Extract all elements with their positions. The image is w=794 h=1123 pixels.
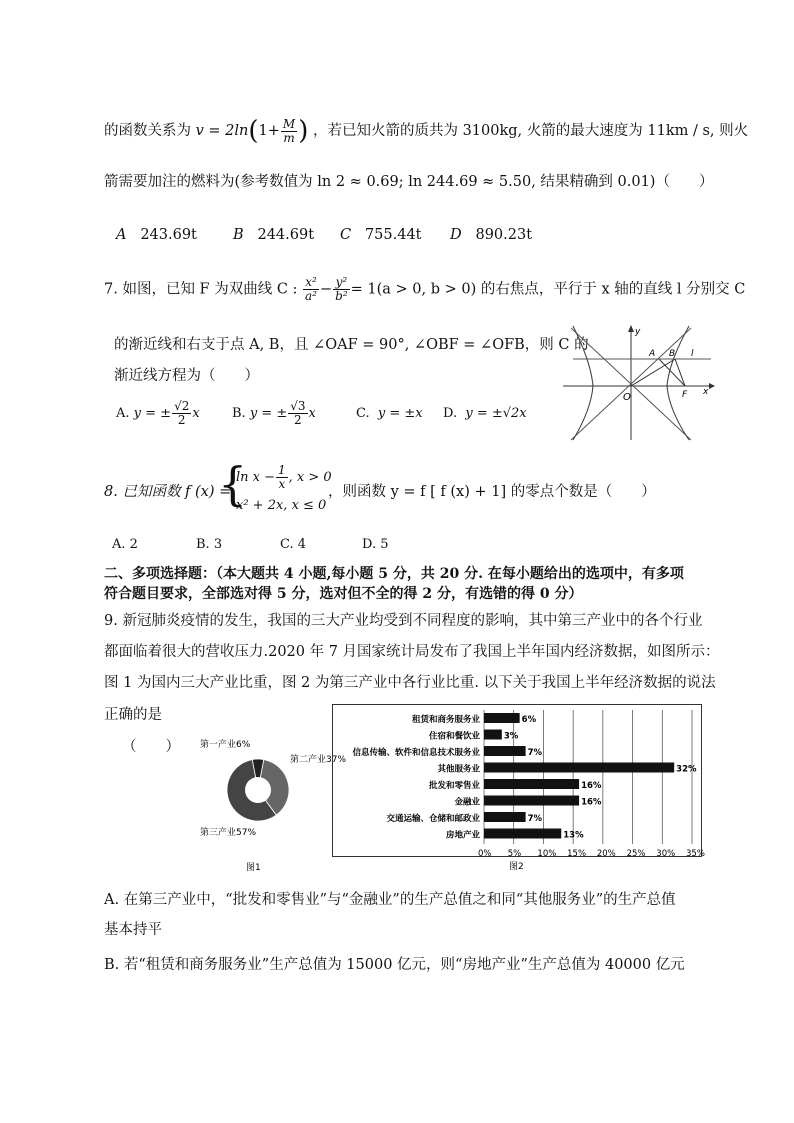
q8-line [104, 480, 231, 501]
q7-option-a [116, 400, 200, 427]
option-key: D. [443, 406, 458, 421]
q6-text: 的函数关系为 [104, 123, 191, 139]
category-label: 批发和零售业 [428, 781, 480, 791]
bar [484, 812, 526, 822]
q7-line1 [104, 276, 745, 303]
case1-a: ln x − [236, 470, 276, 485]
donut-label-1: 第二产业37% [290, 755, 347, 765]
option-text: 5 [380, 537, 389, 552]
xtick-label: 30% [656, 849, 676, 859]
q6-option-a [116, 227, 197, 243]
y-axis-arrow [628, 325, 634, 332]
case1-b: , x > 0 [288, 470, 332, 485]
bar [484, 763, 674, 773]
option-key: C. [356, 406, 370, 421]
q7-frac-y [333, 276, 350, 303]
q7-option-c [356, 406, 423, 421]
label-y: y [635, 327, 641, 337]
frac-den: 2 [294, 413, 302, 427]
q6-frac-den: m [283, 130, 295, 145]
label-o: O [623, 392, 631, 403]
q6-option-c [340, 227, 422, 243]
q9-option-a-line1: A. 在第三产业中，“批发和零售业”与“金融业”的生产总值之和同“其他服务业”的生产总值 [104, 892, 676, 908]
q7-frac-x [303, 276, 319, 303]
option-key: A [116, 227, 127, 243]
q6-line1: 的函数关系为 v = 2ln(1+ $\frac{M}{m}$ ) ，若已知火箭的质共为 3100kg, 火箭的最大速度为 11km / s, 则火 [104, 116, 749, 146]
q7-option-b [232, 400, 316, 427]
bar [484, 713, 520, 723]
x-axis-arrow [709, 383, 715, 389]
q9-option-b: B. 若“租赁和商务服务业”生产总值为 15000 亿元，则“房地产业”生产总值为 40000 亿元 [104, 957, 685, 973]
q7-minus: − [320, 281, 333, 298]
figure2-bar-chart [332, 704, 705, 876]
label-l: l [691, 349, 694, 359]
bar-value-label: 13% [563, 830, 584, 841]
section2-line1: 二、多项选择题：（本大题共 4 小题,每小题 5 分，共 20 分. 在每小题给出的选项中，有多项 [104, 566, 684, 582]
option-key: B. [196, 537, 210, 552]
option-post: x [192, 406, 200, 421]
q8-case2 [236, 498, 326, 513]
xtick-label: 10% [537, 849, 557, 859]
q6-frac [281, 118, 297, 145]
option-frac [288, 400, 307, 427]
q7-line3: 渐近线方程为（ ） [114, 368, 259, 384]
bar-value-label: 32% [676, 764, 697, 775]
label-a: A [649, 349, 656, 359]
q9-line1: 9. 新冠肺炎疫情的发生，我国的三大产业均受到不同程度的影响，其中第三产业中的各个行业 [104, 613, 703, 629]
category-label: 金融业 [454, 797, 480, 808]
q8-option-a [112, 537, 138, 552]
option-post: x [308, 406, 316, 421]
option-pre: y = ± [249, 406, 288, 421]
q6-option-d [450, 227, 532, 243]
option-key: A. [116, 406, 130, 421]
option-text: 2 [129, 537, 138, 552]
frac-num: 1 [278, 463, 286, 477]
q6-line2: 箭需要加注的燃料为(参考数值为 ln 2 ≈ 0.69; ln 244.69 ≈ 5.50, 结果精确到 0.01)（ ） [104, 174, 714, 190]
q8-brace: { [218, 457, 248, 511]
q8-suffix: ，则函数 y = f [ f (x) + 1] 的零点个数是（ ） [328, 484, 656, 500]
frac-num: √3 [290, 399, 306, 413]
category-label: 其他服务业 [437, 764, 480, 775]
frac-den: a² [305, 289, 317, 303]
category-label: 住宿和餐饮业 [428, 731, 480, 742]
xtick-label: 0% [478, 849, 492, 859]
q9-option-a-line2: 基本持平 [104, 922, 162, 938]
option-text: 755.44t [364, 227, 422, 243]
frac-den: 2 [177, 413, 186, 427]
q7-text: 7. 如图，已知 F 为双曲线 C : [104, 281, 303, 298]
q8-option-c [280, 537, 306, 552]
section2-line2: 符合题目要求，全部选对得 5 分，选对但不全的得 2 分，有选错的得 0 分） [104, 586, 583, 602]
option-pre: y = ±x [377, 406, 423, 421]
bar-marks [352, 713, 697, 841]
segment-bf [675, 359, 685, 386]
bar [484, 746, 526, 756]
bar-value-label: 7% [527, 814, 543, 824]
option-key: A. [112, 537, 126, 552]
bar-value-label: 6% [521, 715, 537, 725]
option-text: 243.69t [140, 227, 197, 243]
hyperbola-figure [563, 322, 715, 440]
option-key: C [340, 227, 352, 243]
q7-option-d [443, 406, 527, 421]
q9-paren: （ ） [122, 739, 180, 755]
label-x: x [703, 387, 709, 397]
q7-text-b: = 1(a > 0, b > 0) 的右焦点，平行于 x 轴的直线 l 分别交 C [350, 281, 746, 298]
bar [484, 779, 579, 789]
q9-line4: 正确的是 [104, 707, 162, 723]
option-key: D [450, 227, 462, 243]
category-label: 租赁和商务服务业 [411, 715, 480, 725]
option-text: 890.23t [475, 227, 533, 243]
option-pre: y = ± [133, 406, 172, 421]
figure1-donut-chart [196, 736, 347, 876]
q8-option-d [362, 537, 389, 552]
frac-num: √2 [174, 399, 190, 413]
q9-line2: 都面临着很大的营收压力.2020 年 7 月国家统计局发布了我国上半年国内经济数据，如图所示： [104, 644, 720, 660]
bar-value-label: 3% [503, 731, 519, 742]
q6-option-b [233, 227, 314, 243]
frac-den: b² [335, 289, 348, 303]
bar-value-label: 16% [581, 781, 602, 791]
xtick-label: 5% [507, 849, 522, 859]
q8-case1 [236, 464, 332, 491]
option-text: 4 [297, 537, 307, 552]
label-f: F [682, 390, 688, 400]
q8-prefix: 8. 已知函数 f (x) = [104, 484, 232, 500]
q6-formula-one: 1+ [258, 123, 280, 139]
option-text: 3 [213, 537, 223, 552]
q6-text-suffix: ，若已知火箭的质共为 3100kg, 火箭的最大速度为 11km / s, 则火 [312, 123, 749, 139]
option-key: B. [232, 406, 246, 421]
case1-frac [276, 464, 288, 491]
donut-hole [245, 777, 271, 803]
bar-value-label: 16% [581, 797, 602, 808]
frac-num: x² [303, 276, 319, 290]
donut-label-2: 第三产业57% [200, 828, 257, 838]
category-label: 交通运输、仓储和邮政业 [386, 814, 480, 824]
bar [484, 796, 579, 806]
q8-option-b [196, 537, 222, 552]
frac-num: y² [333, 276, 350, 290]
q6-frac-num: M [282, 116, 296, 131]
bar-value-label: 7% [527, 748, 543, 758]
category-label: 房地产业 [445, 830, 480, 841]
bar [484, 829, 561, 839]
option-frac [172, 400, 191, 427]
label-b: B [669, 349, 676, 359]
option-key: D. [362, 537, 377, 552]
bar [484, 730, 502, 740]
option-key: B [233, 227, 244, 243]
xtick-label: 20% [596, 849, 616, 859]
xtick-label: 25% [626, 849, 646, 859]
figure1-caption: 图1 [246, 863, 261, 873]
q9-line3: 图 1 为国内三大产业比重，图 2 为第三产业中各行业比重. 以下关于我国上半年经济数据的说法 [104, 675, 716, 691]
option-text: 244.69t [257, 227, 315, 243]
q6-formula: v = 2ln [195, 123, 249, 139]
q7-line2: 的渐近线和右支于点 A, B，且 ∠OAF = 90°, ∠OBF = ∠OFB，则 C 的 [114, 337, 589, 353]
xtick-label: 35% [686, 849, 705, 859]
option-key: C. [280, 537, 294, 552]
option-pre: y = ±√2x [465, 406, 527, 421]
frac-den: x [278, 477, 286, 491]
xtick-label: 15% [567, 849, 587, 859]
right-branch [667, 326, 689, 440]
category-label: 信息传输、软件和信息技术服务业 [352, 748, 480, 758]
donut-label-0: 第一产业6% [200, 740, 251, 750]
case2: x² + 2x, x ≤ 0 [236, 498, 327, 513]
figure2-caption: 图2 [509, 862, 524, 872]
